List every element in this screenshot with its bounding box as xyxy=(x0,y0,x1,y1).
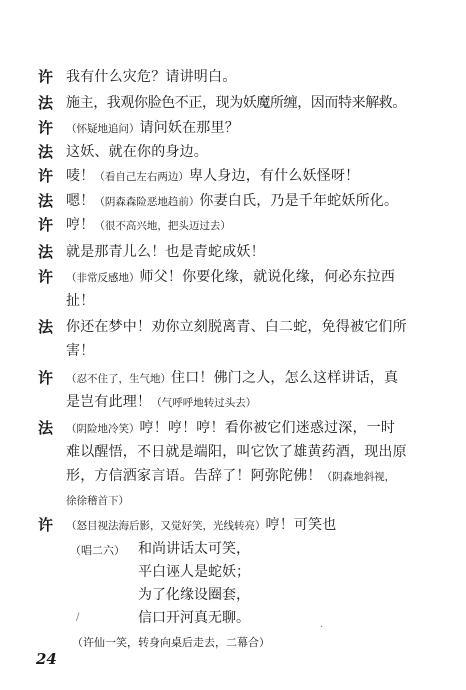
dialogue-text: 你妻白氏，乃是千年蛇妖所化。 xyxy=(199,193,399,209)
stage-direction: （怀疑地追问） xyxy=(66,123,140,135)
song-verse: 平白诬人是蛇妖； xyxy=(138,564,250,580)
song-verse: 信口开河真无聊。 xyxy=(138,610,250,626)
speaker-xu: 许 xyxy=(38,216,54,234)
speaker-xu: 许 xyxy=(38,516,54,534)
song-verse: 为了化缘设圈套， xyxy=(138,587,250,603)
speaker-xu: 许 xyxy=(38,119,54,137)
dialogue-continuation: 形，方信洒家言语。告辞了！阿弥陀佛！ xyxy=(66,468,322,484)
stage-direction: （怒目视法海后影，又觉好笑，光线转亮） xyxy=(66,520,266,532)
scan-mark: / xyxy=(76,612,80,623)
song-verse: 和尚讲话太可笑， xyxy=(138,541,250,557)
stage-direction: （阴森森险恶地趋前） xyxy=(94,196,200,208)
song-label: （唱二六） xyxy=(70,544,125,557)
speaker-xu: 许 xyxy=(38,369,54,387)
dialogue-continuation: 难以醒悟，不日就是端阳，叫它饮了雄黄药酒，现出原 xyxy=(66,444,407,460)
speaker-fa: 法 xyxy=(38,143,54,161)
speaker-fa: 法 xyxy=(38,94,54,112)
dialogue-text: 师父！你要化缘，就说化缘，何必东拉西 xyxy=(139,269,396,285)
dialogue-text: 施主，我观你脸色不正，现为妖魔所缠，因而特来解救。 xyxy=(66,95,406,111)
speaker-fa: 法 xyxy=(38,243,54,261)
dialogue-text: 你还在梦中！劝你立刻脱离青、白二蛇，免得被它们所 xyxy=(66,319,407,335)
dialogue-continuation: 扯！ xyxy=(66,293,95,309)
stage-direction: （非常反感地） xyxy=(66,272,140,284)
dialogue-text: 哼！哼！哼！看你被它们迷惑过深，一时 xyxy=(139,420,396,436)
closing-stage-direction: （许仙一笑，转身向桌后走去，二幕合） xyxy=(72,636,270,649)
dialogue-text: 哼！可笑也 xyxy=(265,517,337,533)
dialogue-text: 卑人身边，有什么妖怪呀！ xyxy=(188,168,360,184)
speaker-fa: 法 xyxy=(38,419,54,437)
stage-direction: （阴险地冷笑） xyxy=(66,423,140,435)
exclamation: 哼！ xyxy=(66,217,95,233)
stage-direction: （阴森地斜视， xyxy=(321,471,396,483)
speaker-fa: 法 xyxy=(38,192,54,210)
dialogue-continuation: 是岂有此理！ xyxy=(66,394,152,410)
dialogue-text: 请问妖在那里？ xyxy=(139,120,239,136)
speaker-xu: 许 xyxy=(38,167,54,185)
stage-direction: （气呼呼地转过头去） xyxy=(151,397,257,409)
stage-direction: （很不高兴地，把头迈过去） xyxy=(94,220,231,232)
dialogue-text: 住口！佛门之人，怎么这样讲话，真 xyxy=(171,370,399,386)
speaker-fa: 法 xyxy=(38,318,54,336)
page-number: 24 xyxy=(36,650,57,668)
dialogue-continuation: 害！ xyxy=(66,343,95,359)
dialogue-text: 我有什么灾危？请讲明白。 xyxy=(66,69,237,85)
dialogue-text: 就是那青儿么！也是青蛇成妖！ xyxy=(66,244,265,260)
exclamation: 唛！ xyxy=(66,168,95,184)
stage-direction: （忍不住了，生气地） xyxy=(66,373,171,385)
exclamation: 嗯！ xyxy=(66,193,95,209)
scan-mark: · xyxy=(320,622,324,633)
stage-direction: （看自己左右两边） xyxy=(94,171,189,183)
speaker-xu: 许 xyxy=(38,68,54,86)
speaker-xu: 许 xyxy=(38,268,54,286)
stage-direction: 徐徐稽首下） xyxy=(66,495,129,507)
dialogue-text: 这妖、就在你的身边。 xyxy=(66,144,208,160)
